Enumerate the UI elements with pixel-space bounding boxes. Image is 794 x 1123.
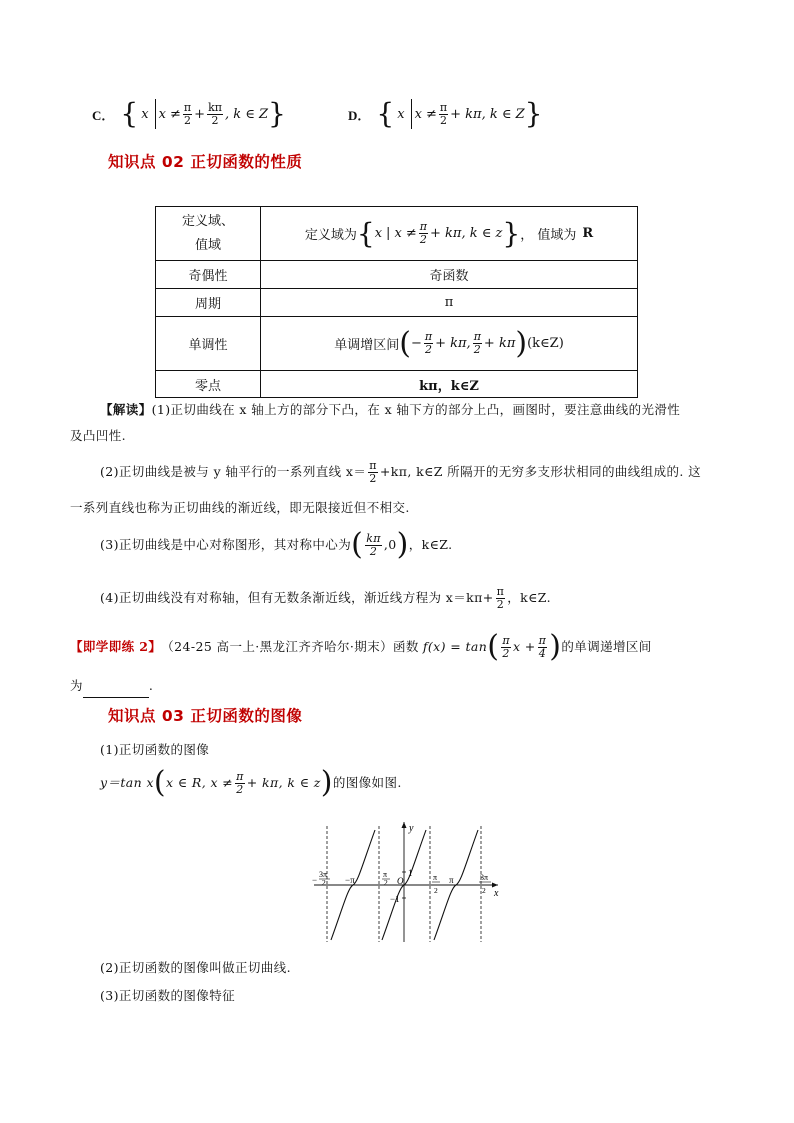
fraction: $\frac{\pi}{2}$ (502, 633, 510, 660)
note-1-line2: 及凸凹性. (70, 428, 126, 443)
tick-label-neg3pi2-den: 2 (322, 878, 326, 887)
graph-item-1: (1)正切函数的图像 (100, 742, 210, 757)
fraction: $\frac{\pi}{2}$ (369, 459, 377, 485)
fraction: $\frac{\pi}{2}$ (236, 769, 244, 796)
option-c: C． { x x ≠ $\frac{\pi}{2}$ + $\frac{k\pi}{2}$ , k ∈ Z } (92, 97, 286, 130)
graph-item-3: (3)正切函数的图像特征 (100, 988, 236, 1003)
svg-text:−: − (312, 875, 318, 885)
fraction: $\frac{\pi}{2}$ (424, 330, 433, 356)
answer-blank (83, 685, 149, 698)
exercise: 【即学即练 2】 （24-25 高一上·黑龙江齐齐哈尔·期末）函数 f(x) = tan ( $\frac{\pi}{2}$ x + $\frac{\pi}{4}$ ) 的单调递增区间 (70, 629, 652, 664)
note-1: 【解读】(1)正切曲线在 x 轴上方的部分下凸，在 x 轴下方的部分上凸，画图时，要注意曲线的光滑性 (100, 402, 681, 417)
option-label: D． (348, 107, 371, 123)
tick-label-pi: π (449, 875, 454, 885)
tick-label-neg-pi2-den: 2 (384, 878, 388, 887)
note-3: (3)正切曲线是中心对称图形，其对称中心为 ( $\frac{k\pi}{2}$ ,0 ) ，k∈Z. (100, 527, 453, 562)
y-axis-arrow (402, 822, 407, 828)
note-2: (2)正切曲线是被与 y 轴平行的一系列直线 x＝ $\frac{\pi}{2}$ +kπ, k∈Z 所隔开的无穷多支形状相同的曲线组成的. 这 (100, 459, 702, 485)
fraction: $\frac{\pi}{4}$ (538, 633, 547, 660)
graph-item-2: (2)正切函数的图像叫做正切曲线. (100, 960, 291, 975)
section-heading-02: 知识点 02 正切函数的性质 (108, 153, 303, 171)
tick-label-pi2-num: π (433, 873, 438, 882)
note-4: (4)正切曲线没有对称轴，但有无数条渐近线，渐近线方程为 x＝kπ+ $\frac{\pi}{2}$ ，k∈Z. (100, 585, 552, 611)
tick-label-3pi2-num: 3π (480, 873, 489, 882)
tick-label-neg-pi2-num: π (383, 870, 388, 879)
tangent-graph (306, 818, 506, 944)
tick-label-one: 1 (408, 868, 413, 878)
tick-label-pi2-den: 2 (434, 886, 438, 895)
fraction: $\frac{\pi}{2}$ (419, 220, 428, 246)
origin-label: O (397, 876, 404, 886)
table-row-period: 周期 π (156, 289, 638, 317)
section-heading-03: 知识点 03 正切函数的图像 (108, 707, 303, 725)
x-axis-label: x (494, 888, 499, 899)
fraction: $\frac{\pi}{2}$ (183, 100, 192, 127)
properties-table (155, 206, 638, 398)
table-row-monotonicity: 单调性 单调增区间 ( − $\frac{\pi}{2}$ + kπ, $\frac{\pi}{2}$ + kπ ) (k∈Z) (156, 317, 638, 371)
fraction: $\frac{k\pi}{2}$ (366, 531, 381, 558)
tick-label-3pi2-den: 2 (482, 886, 486, 895)
fraction: $\frac{k\pi}{2}$ (208, 100, 222, 127)
tick-label-neg-pi: −π (345, 875, 355, 885)
graph-formula: y＝tan x ( x ∈ R, x ≠ $\frac{\pi}{2}$ + kπ, k ∈ z ) 的图像如图. (100, 765, 402, 800)
fraction: $\frac{\pi}{2}$ (439, 100, 448, 127)
x-axis-arrow (492, 883, 498, 888)
y-axis-label: y (409, 823, 414, 834)
exercise-line2: 为 . (70, 674, 153, 698)
tick-label-neg3pi2-num: 3π (319, 870, 328, 879)
tick-label-minus-one: −1 (390, 894, 400, 904)
option-d: D． { x x ≠ $\frac{\pi}{2}$ + kπ, k ∈ Z } (348, 97, 543, 130)
table-row-domain: 定义域、 值域 定义域为 { x | x ≠ $\frac{\pi}{2}$ + kπ, k ∈ z } ， 值域为 R (156, 207, 638, 261)
table-row-parity: 奇偶性 奇函数 (156, 261, 638, 289)
option-label: C． (92, 107, 115, 123)
fraction: $\frac{\pi}{2}$ (496, 585, 505, 611)
fraction: $\frac{\pi}{2}$ (473, 330, 481, 356)
note-2-line2: 一系列直线也称为正切曲线的渐近线，即无限接近但不相交. (70, 500, 410, 515)
table-row-zero: 零点 kπ，k∈Z (156, 371, 638, 398)
